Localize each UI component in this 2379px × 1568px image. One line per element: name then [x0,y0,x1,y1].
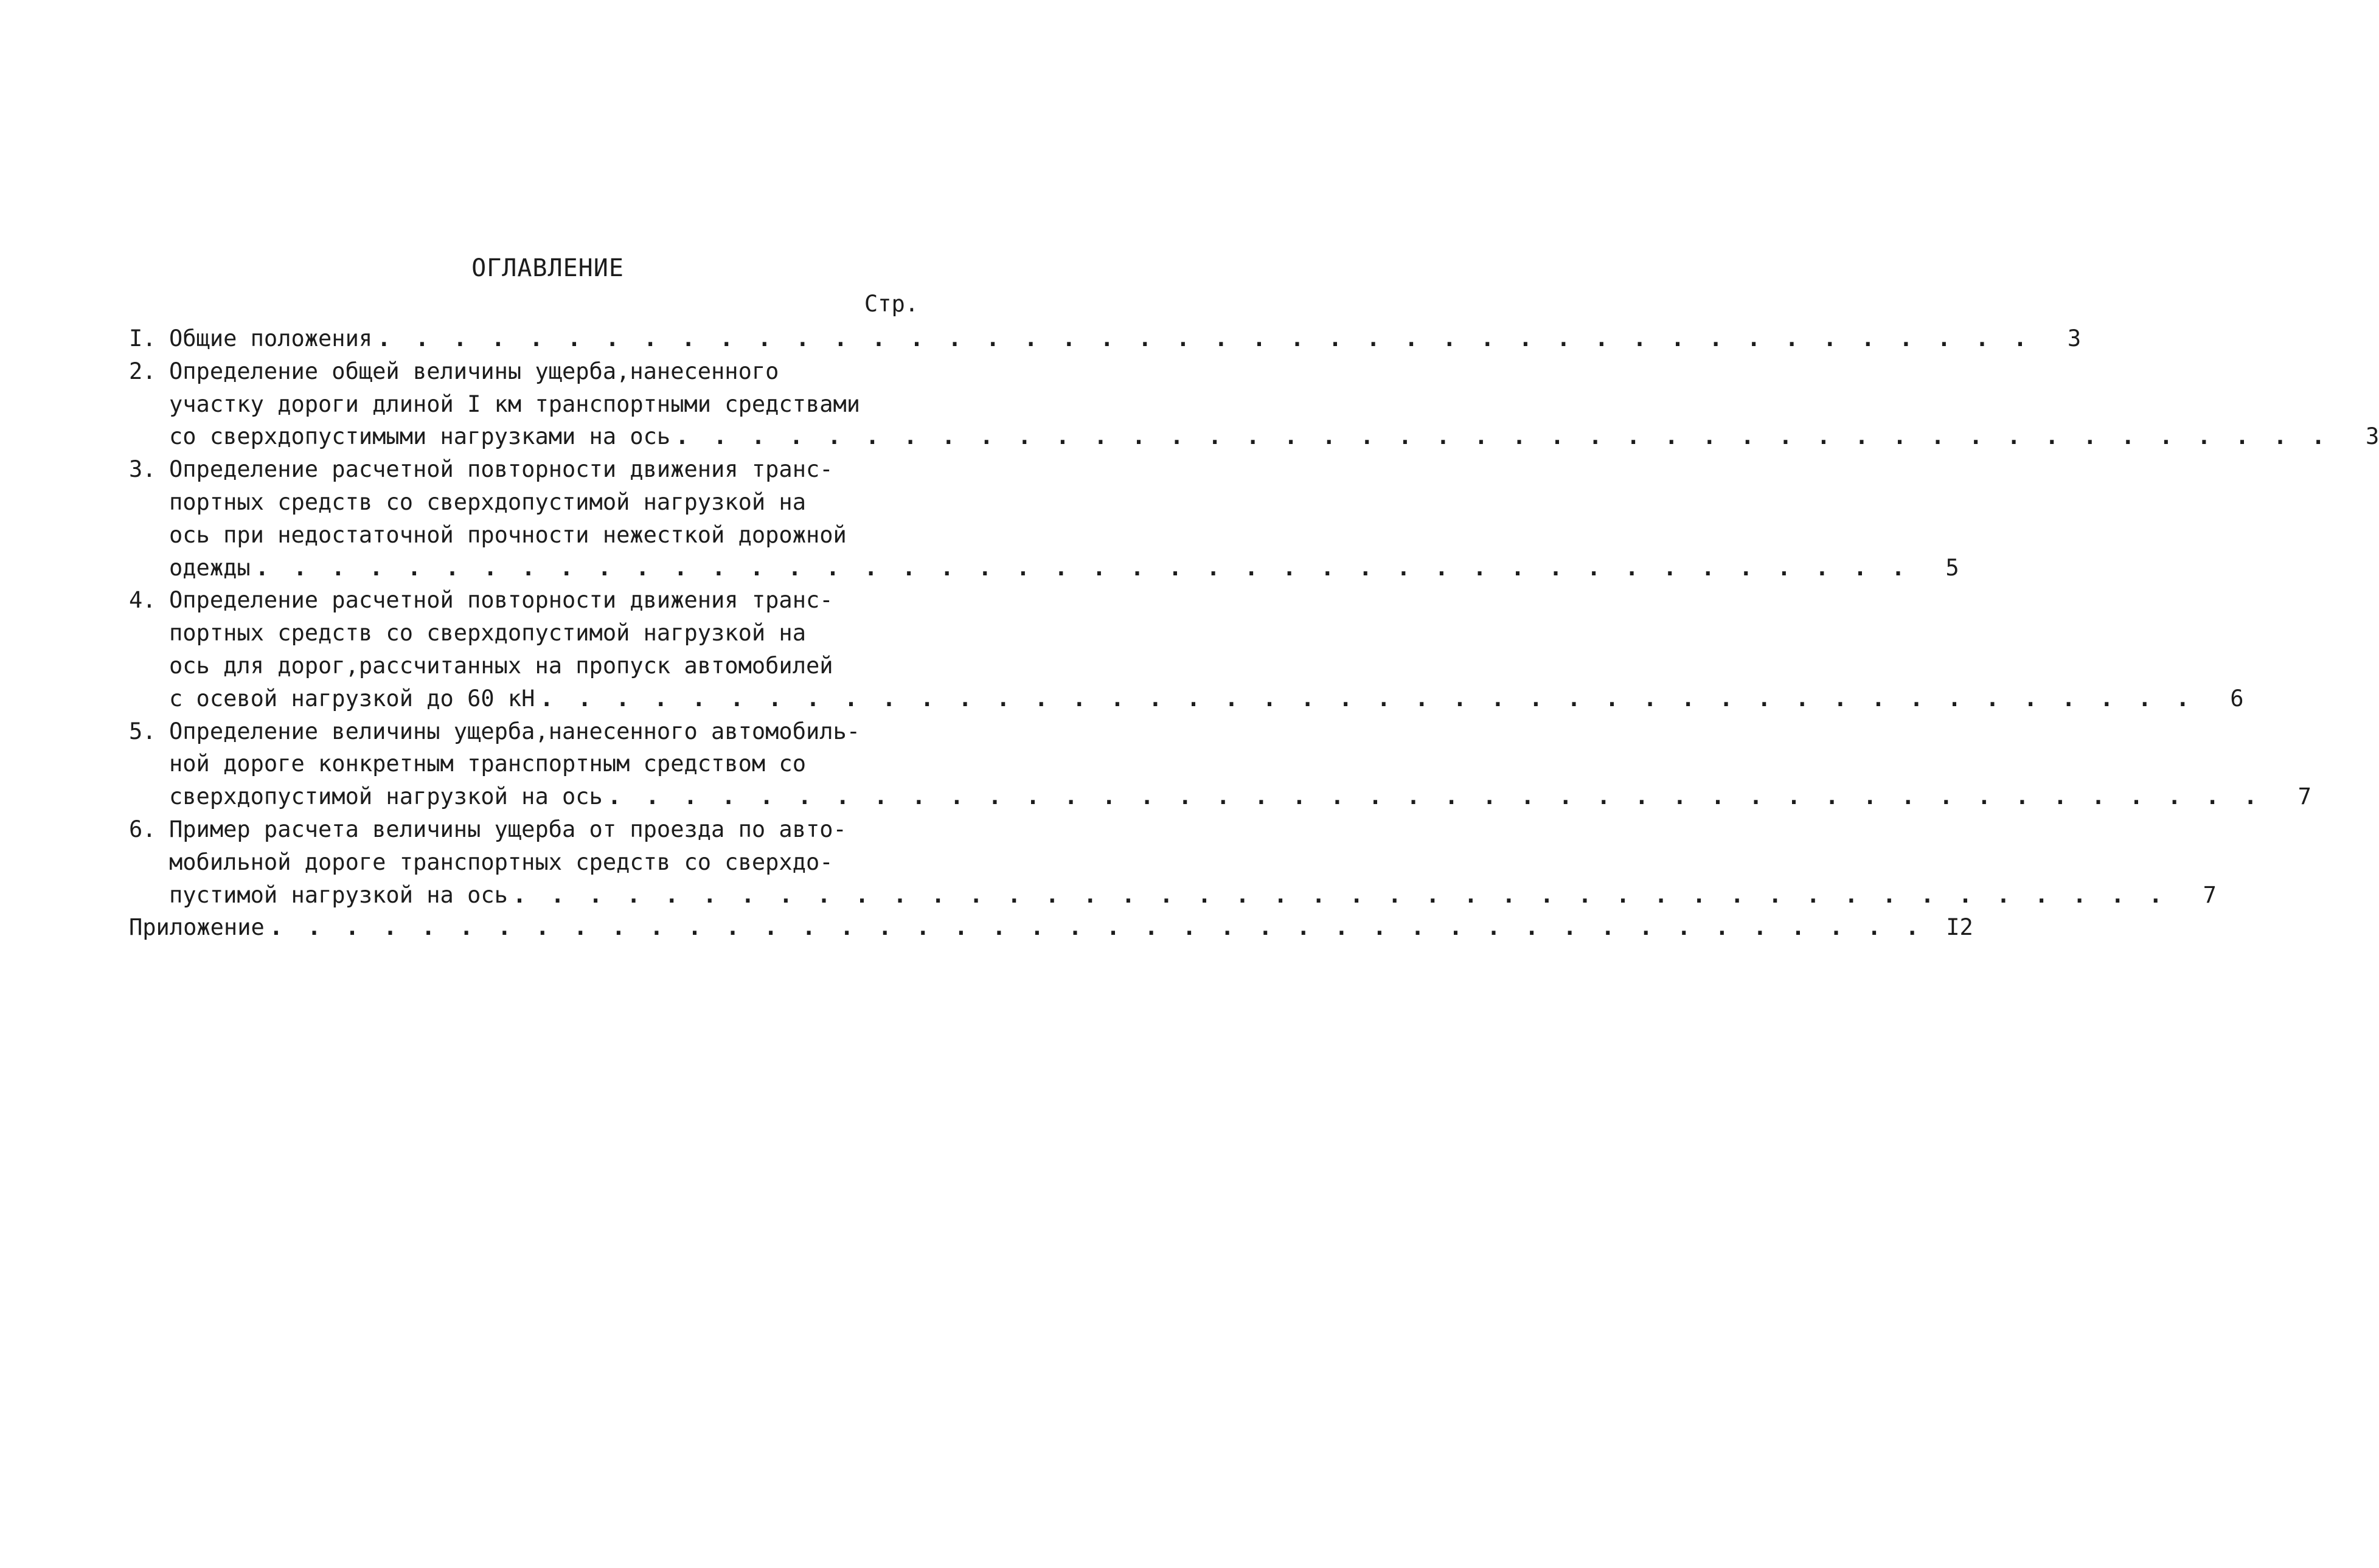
toc-entry-page: 6 [2230,685,2244,712]
toc-entry-body [129,911,1973,944]
toc-entry-body [169,715,2311,813]
toc-entry-text: сверхдопустимой нагрузкой на ось [169,783,603,810]
toc-entry-last-line [169,322,2081,355]
toc-entry-number: 6. [129,816,156,842]
toc-entry-text: Общие положения [169,325,373,352]
toc-entry-6[interactable] [129,813,2217,911]
dot-leader: . . . . . . . . . . . . . . . . . . . . . . . . . . . . . . . . . . . . . . . . . . . . [675,423,2331,450]
toc-entry-1[interactable] [129,322,2082,355]
toc-entry-text-line: ось при недостаточной прочности нежесткой дорожной [169,521,847,548]
toc-entry-page: 7 [2297,783,2311,810]
toc-entry-text-line: Определение расчетной повторности движения транс- [169,456,833,483]
dot-leader: . . . . . . . . . . . . . . . . . . . . . . . . . . . . . . . . . . . . . . . . . . . . [255,554,1911,581]
toc-entry-text: одежды [169,554,251,581]
dot-leader: . . . . . . . . . . . . . . . . . . . . . . . . . . . . . . . . . . . . . . . . . . . . [377,325,2033,352]
dot-leader: . . . . . . . . . . . . . . . . . . . . . . . . . . . . . . . . . . . . . . . . . . . . [607,783,2263,810]
toc-entry-last-line [169,682,2243,715]
toc-entry-page: 3 [2067,325,2082,352]
toc-entry-text-line: Определение величины ущерба,нанесенного автомобиль- [169,718,861,744]
toc-entry-text-line: Пример расчета величины ущерба от проезда по авто- [169,816,847,842]
toc-entry-5[interactable] [129,715,2311,813]
page-column-header: Стр. [864,291,919,317]
toc-entry-text-line: ось для дорог,рассчитанных на пропуск автомобилей [169,652,833,679]
toc-entry-text: Приложение [129,914,265,941]
toc-entry-number: 3. [129,456,156,483]
toc-title: ОГЛАВЛЕНИЕ [471,254,624,282]
toc-entry-last-line [129,911,1973,944]
toc-entry-2[interactable] [129,355,2379,453]
toc-entry-3[interactable] [129,453,1959,584]
toc-entry-body [169,355,2379,453]
toc-entry-body [169,584,2243,715]
toc-entry-text-line: портных средств со сверхдопустимой нагрузкой на [169,488,806,515]
toc-entry-text-line: портных средств со сверхдопустимой нагрузкой на [169,620,806,647]
toc-entry-last-line [169,879,2217,912]
toc-entry-last-line [169,420,2379,453]
toc-entry-text: со сверхдопустимыми нагрузками на ось [169,423,671,450]
toc-entry-page: 7 [2203,881,2217,908]
toc-entry-text-line: участку дороги длиной I км транспортными средствами [169,390,861,417]
toc-entry-text-line: ной дороге конкретным транспортным средством со [169,751,806,777]
toc-entry-number: I. [129,325,156,352]
toc-entry-last-line [169,552,1959,585]
dot-leader: . . . . . . . . . . . . . . . . . . . . . . . . . . . . . . . . . . . . . . . . . . . . [269,914,1925,941]
toc-entry-text-line: Определение расчетной повторности движения транс- [169,587,833,614]
dot-leader: . . . . . . . . . . . . . . . . . . . . . . . . . . . . . . . . . . . . . . . . . . . . [540,685,2195,712]
toc-entry-page: 5 [1945,554,1959,581]
toc-entry-body [169,453,1959,584]
toc-entry-body [169,813,2217,911]
dot-leader: . . . . . . . . . . . . . . . . . . . . . . . . . . . . . . . . . . . . . . . . . . . . [512,881,2168,908]
toc-entry-text-line: Определение общей величины ущерба,нанесенного [169,358,779,384]
toc-entry-number: 2. [129,358,156,384]
toc-entry-4[interactable] [129,584,2244,715]
toc-entry-appendix[interactable] [129,911,1973,944]
toc-entry-text: с осевой нагрузкой до 60 кН [169,685,535,712]
toc-list [129,322,2379,944]
toc-entry-page: 3 [2365,423,2379,450]
toc-entry-text: пустимой нагрузкой на ось [169,881,508,908]
toc-entry-page: I2 [1946,914,1973,941]
toc-entry-number: 5. [129,718,156,744]
toc-entry-number: 4. [129,587,156,614]
toc-entry-body [169,322,2081,355]
toc-entry-text-line: мобильной дороге транспортных средств со сверхдо- [169,848,833,875]
toc-entry-last-line [169,780,2311,813]
